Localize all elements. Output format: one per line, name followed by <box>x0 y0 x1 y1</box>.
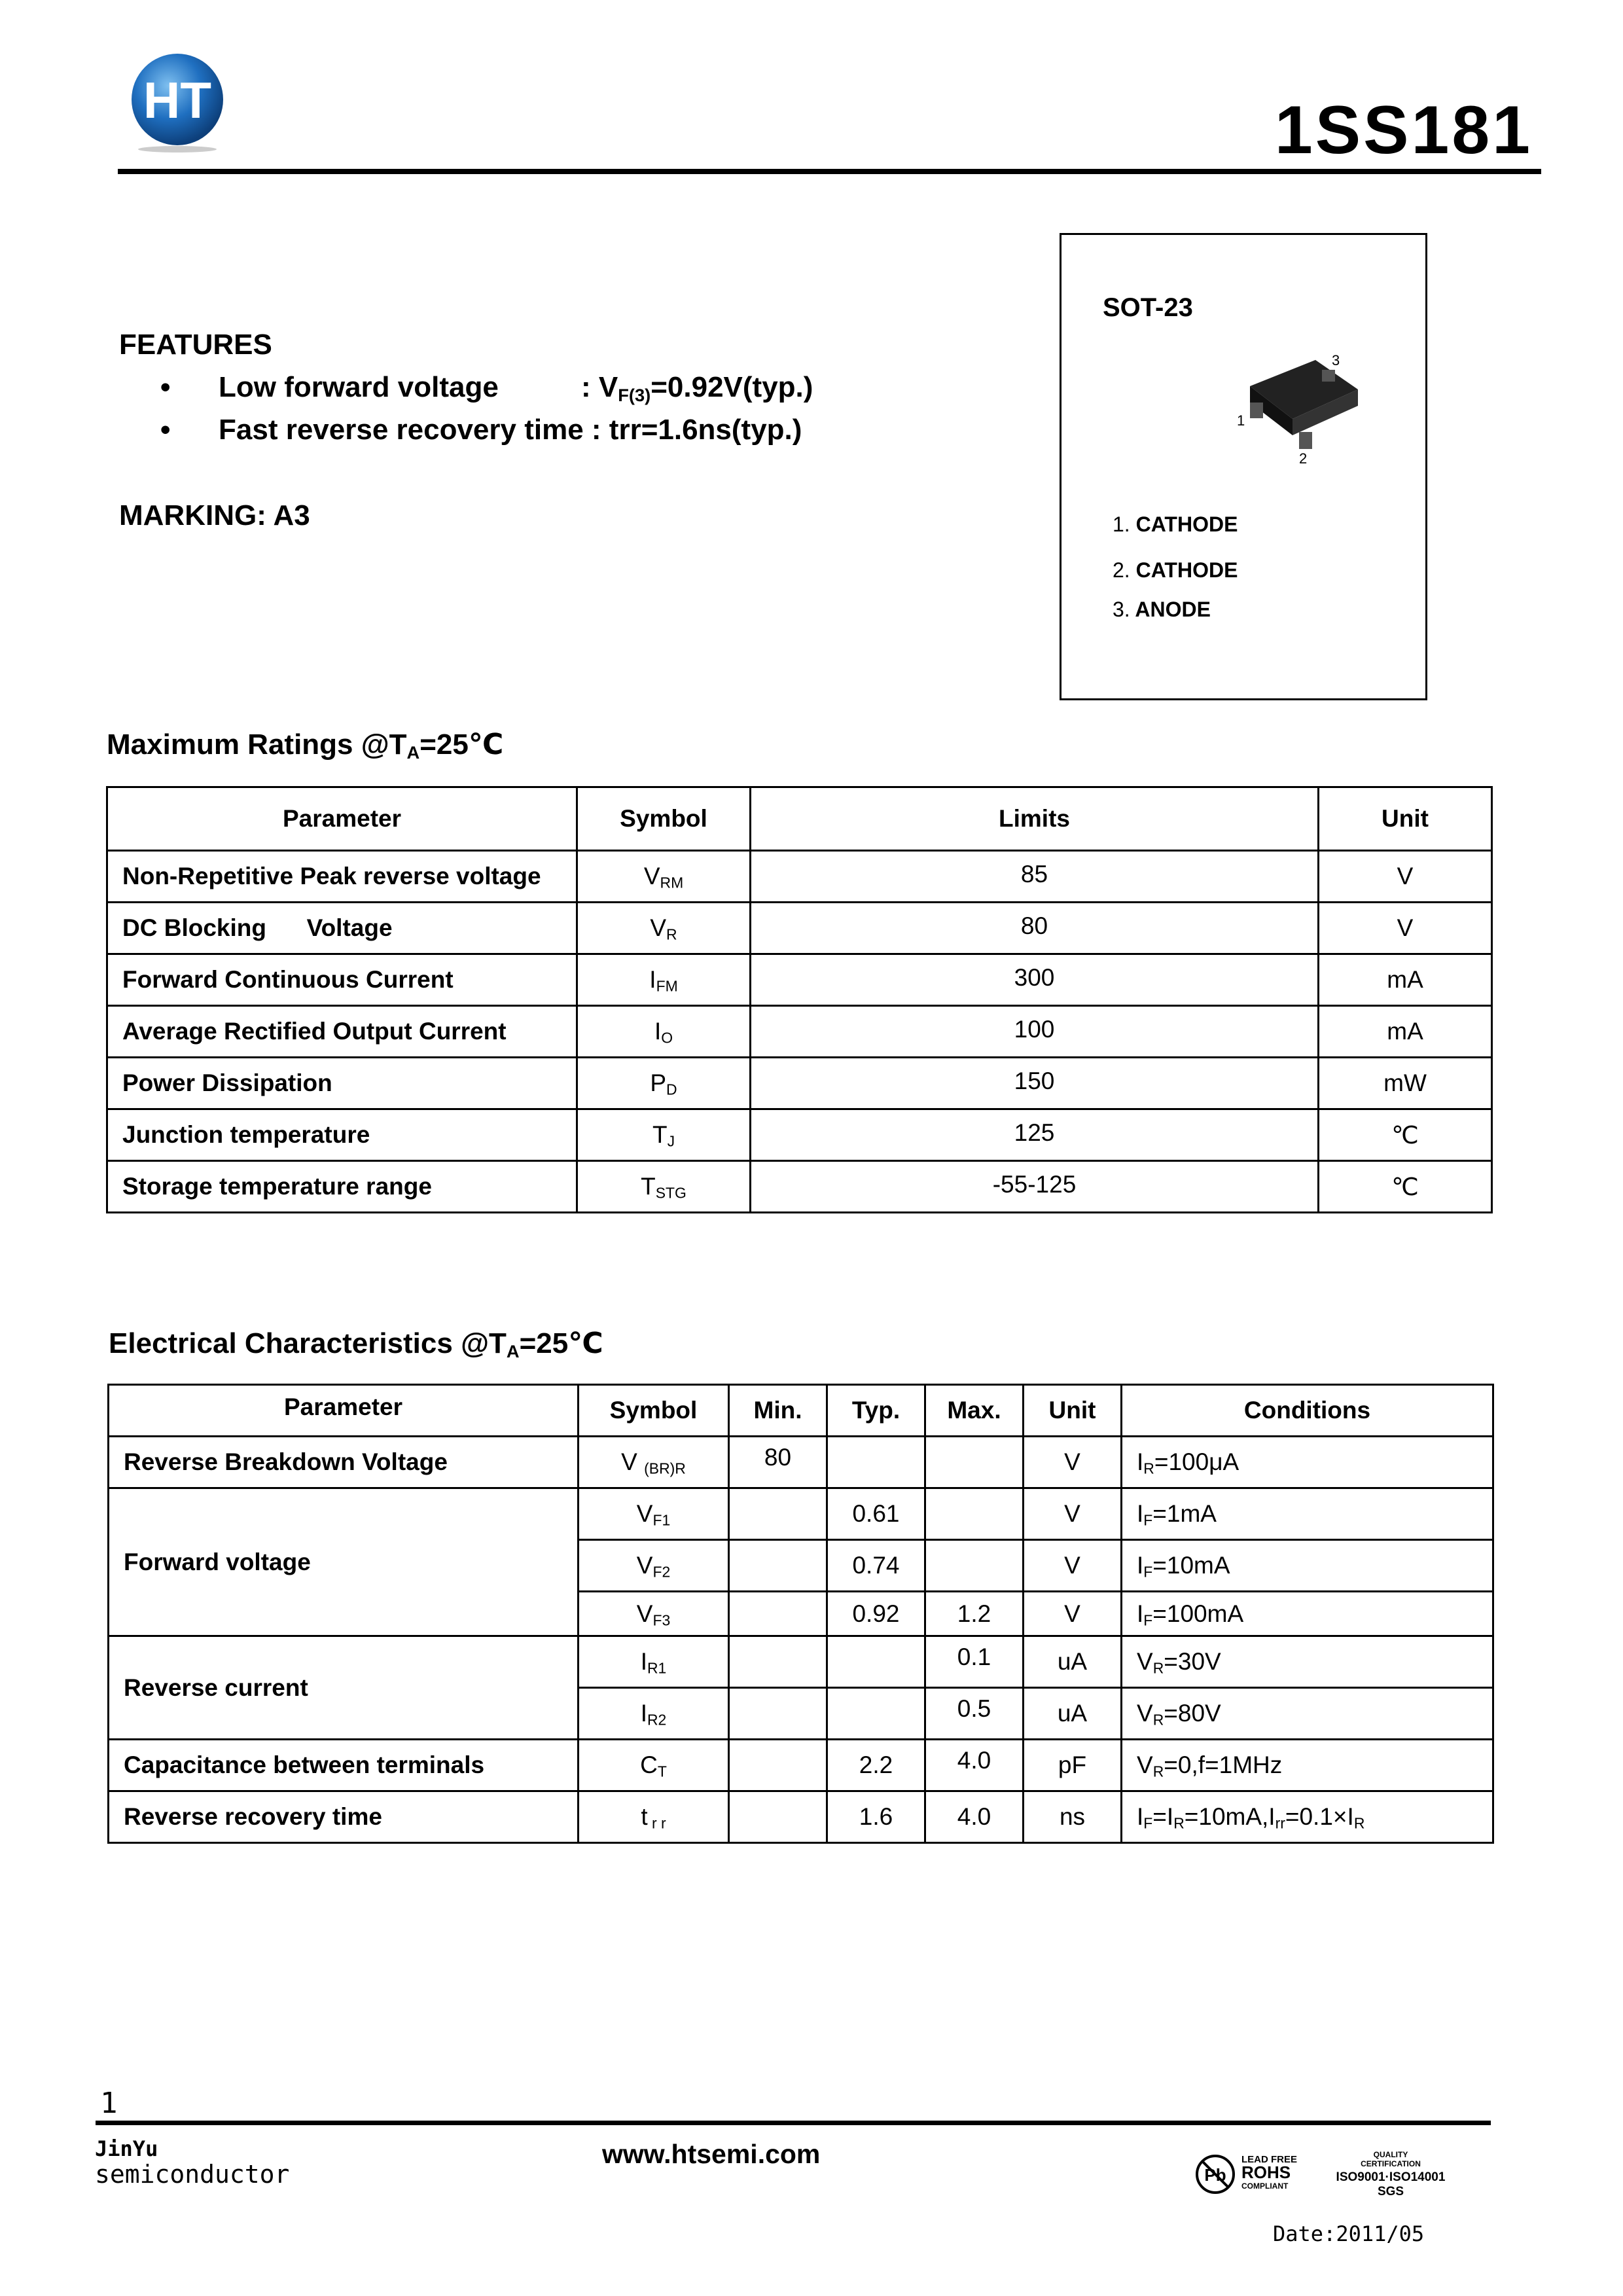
param-cell: Power Dissipation <box>107 1058 577 1109</box>
pb-icon-text: Pb <box>1204 2165 1226 2185</box>
feature-recovery-time: Fast reverse recovery time : trr=1.6ns(typ.) <box>219 414 802 446</box>
param-cell: Forward voltage <box>109 1488 579 1636</box>
unit-cell: V <box>1024 1592 1122 1636</box>
conditions-cell: $V_R=0,f=1MHz$ <box>1122 1740 1493 1791</box>
symbol-cell: $I_{FM}$ <box>577 954 751 1006</box>
conditions-cell: $I_R=100\mu A$ <box>1122 1437 1493 1488</box>
limit-cell: 125 <box>751 1109 1319 1161</box>
param-cell: Storage temperature range <box>107 1161 577 1213</box>
cert-quality: QUALITY <box>1373 2150 1408 2159</box>
elec-chars-title: Electrical Characteristics $@T_A=25℃$ <box>109 1327 603 1361</box>
pin-description: 1. CATHODE <box>1113 512 1238 536</box>
symbol-cell: $P_D$ <box>577 1058 751 1109</box>
typ-cell: 0.92 <box>827 1592 925 1636</box>
cert-iso: ISO9001·ISO14001 <box>1336 2170 1446 2184</box>
document-date: Date:2011/05 <box>1273 2221 1425 2246</box>
feature-low-forward-voltage-value: : $V_{F(3)}=0.92V(typ.)$ <box>581 371 813 405</box>
typ-cell: 1.6 <box>827 1791 925 1843</box>
max-cell <box>925 1488 1024 1540</box>
header-symbol: Symbol <box>577 787 751 851</box>
table-row <box>107 903 1492 954</box>
unit-cell: pF <box>1024 1740 1122 1791</box>
param-cell: Forward Continuous Current <box>107 954 577 1006</box>
symbol-cell: $T_J$ <box>577 1109 751 1161</box>
feature-bullet: • <box>160 371 171 403</box>
header-min: Min. <box>729 1385 827 1437</box>
max-ratings-table <box>106 786 1493 1213</box>
features-title: FEATURES <box>119 329 272 361</box>
table-row <box>107 1058 1492 1109</box>
header-parameter: Parameter <box>109 1385 579 1437</box>
footer-rule <box>96 2121 1491 2125</box>
max-cell: 4.0 <box>925 1791 1024 1843</box>
sot23-package-image <box>1224 340 1368 471</box>
conditions-cell: $I_F=I_R=10mA,I_{rr}=0.1\times I_R$ <box>1122 1791 1493 1843</box>
typ-cell: 0.61 <box>827 1488 925 1540</box>
min-cell <box>729 1636 827 1688</box>
cert-rohs: ROHS <box>1241 2162 1291 2182</box>
symbol-cell: $I_O$ <box>577 1006 751 1058</box>
typ-cell <box>827 1437 925 1488</box>
unit-cell: V <box>1024 1540 1122 1592</box>
table-row <box>107 851 1492 903</box>
unit-cell: mW <box>1319 1058 1492 1109</box>
unit-cell: mA <box>1319 1006 1492 1058</box>
min-cell <box>729 1540 827 1592</box>
symbol-cell: $C_T$ <box>579 1740 729 1791</box>
symbol-cell: $V_{F1}$ <box>579 1488 729 1540</box>
logo-text: HT <box>143 71 211 129</box>
header-limits: Limits <box>751 787 1319 851</box>
header-parameter: Parameter <box>107 787 577 851</box>
table-header-row <box>109 1385 1493 1437</box>
unit-cell: uA <box>1024 1636 1122 1688</box>
symbol-cell: t $_{r r}$ <box>579 1791 729 1843</box>
limit-cell: 85 <box>751 851 1319 903</box>
table-row <box>109 1636 1493 1688</box>
max-cell <box>925 1437 1024 1488</box>
min-cell <box>729 1592 827 1636</box>
cert-lead-free: LEAD FREE <box>1241 2154 1298 2165</box>
param-cell: Reverse Breakdown Voltage <box>109 1437 579 1488</box>
unit-cell: V <box>1319 851 1492 903</box>
conditions-cell: $V_R=80V$ <box>1122 1688 1493 1740</box>
max-cell: 4.0 <box>925 1740 1024 1791</box>
header-rule <box>118 169 1541 174</box>
symbol-cell: $V_{F3}$ <box>579 1592 729 1636</box>
marking-label: MARKING: A3 <box>119 499 310 531</box>
certification-logos <box>1194 2148 1469 2200</box>
max-cell: 0.1 <box>925 1636 1024 1688</box>
param-cell: DC Blocking Voltage <box>107 903 577 954</box>
page-number: 1 <box>100 2087 118 2120</box>
min-cell <box>729 1791 827 1843</box>
pin-3-label: 3 <box>1332 352 1340 368</box>
table-row <box>109 1791 1493 1843</box>
unit-cell: V <box>1024 1488 1122 1540</box>
param-cell: Average Rectified Output Current <box>107 1006 577 1058</box>
typ-cell: 0.74 <box>827 1540 925 1592</box>
conditions-cell: $I_F=10mA$ <box>1122 1540 1493 1592</box>
min-cell <box>729 1688 827 1740</box>
symbol-cell: V $_{(BR)R}$ <box>579 1437 729 1488</box>
max-cell <box>925 1540 1024 1592</box>
table-row <box>109 1740 1493 1791</box>
param-cell: Junction temperature <box>107 1109 577 1161</box>
package-name: SOT-23 <box>1103 293 1193 322</box>
symbol-cell: $V_{RM}$ <box>577 851 751 903</box>
feature-low-forward-voltage-label: Low forward voltage <box>219 371 499 403</box>
pin-description: 3. ANODE <box>1113 598 1211 621</box>
symbol-cell: $I_{R2}$ <box>579 1688 729 1740</box>
min-cell <box>729 1740 827 1791</box>
max-cell: 0.5 <box>925 1688 1024 1740</box>
typ-cell: 2.2 <box>827 1740 925 1791</box>
unit-cell: ℃ <box>1319 1109 1492 1161</box>
param-cell: Non-Repetitive Peak reverse voltage <box>107 851 577 903</box>
symbol-cell: $V_R$ <box>577 903 751 954</box>
company-logo <box>128 52 226 154</box>
feature-bullet: • <box>160 414 171 446</box>
pin-1-label: 1 <box>1237 412 1245 429</box>
unit-cell: uA <box>1024 1688 1122 1740</box>
limit-cell: 150 <box>751 1058 1319 1109</box>
table-row <box>107 1109 1492 1161</box>
unit-cell: V <box>1319 903 1492 954</box>
max-cell: 1.2 <box>925 1592 1024 1636</box>
part-number-title: 1SS181 <box>1274 92 1533 168</box>
table-header-row <box>107 787 1492 851</box>
cert-compliant: COMPLIANT <box>1241 2181 1289 2191</box>
company-name-line2: semiconductor <box>95 2160 290 2189</box>
table-row <box>107 954 1492 1006</box>
website-link[interactable]: www.htsemi.com <box>602 2139 821 2169</box>
table-row <box>109 1488 1493 1540</box>
min-cell: 80 <box>729 1437 827 1488</box>
max-ratings-title: Maximum Ratings $@T_A=25℃$ <box>107 728 504 762</box>
table-row <box>109 1437 1493 1488</box>
limit-cell: -55-125 <box>751 1161 1319 1213</box>
unit-cell: V <box>1024 1437 1122 1488</box>
limit-cell: 300 <box>751 954 1319 1006</box>
header-unit: Unit <box>1319 787 1492 851</box>
typ-cell <box>827 1688 925 1740</box>
param-cell: Reverse current <box>109 1636 579 1740</box>
table-row <box>107 1006 1492 1058</box>
min-cell <box>729 1488 827 1540</box>
typ-cell <box>827 1636 925 1688</box>
symbol-cell: $I_{R1}$ <box>579 1636 729 1688</box>
conditions-cell: $I_F=1mA$ <box>1122 1488 1493 1540</box>
header-typ: Typ. <box>827 1385 925 1437</box>
header-max: Max. <box>925 1385 1024 1437</box>
cert-sgs: SGS <box>1377 2185 1404 2198</box>
cert-certification: CERTIFICATION <box>1361 2159 1421 2168</box>
table-row <box>107 1161 1492 1213</box>
header-conditions: Conditions <box>1122 1385 1493 1437</box>
unit-cell: ℃ <box>1319 1161 1492 1213</box>
param-cell: Capacitance between terminals <box>109 1740 579 1791</box>
symbol-cell: $V_{F2}$ <box>579 1540 729 1592</box>
pin-2-label: 2 <box>1299 450 1308 467</box>
company-name: JinYu <box>95 2136 158 2161</box>
symbol-cell: $T_{STG}$ <box>577 1161 751 1213</box>
pin-description: 2. CATHODE <box>1113 558 1238 582</box>
header-symbol: Symbol <box>579 1385 729 1437</box>
param-cell: Reverse recovery time <box>109 1791 579 1843</box>
conditions-cell: $I_F=100mA$ <box>1122 1592 1493 1636</box>
header-unit: Unit <box>1024 1385 1122 1437</box>
unit-cell: ns <box>1024 1791 1122 1843</box>
elec-chars-table <box>107 1384 1494 1844</box>
unit-cell: mA <box>1319 954 1492 1006</box>
limit-cell: 80 <box>751 903 1319 954</box>
limit-cell: 100 <box>751 1006 1319 1058</box>
conditions-cell: $V_R=30V$ <box>1122 1636 1493 1688</box>
